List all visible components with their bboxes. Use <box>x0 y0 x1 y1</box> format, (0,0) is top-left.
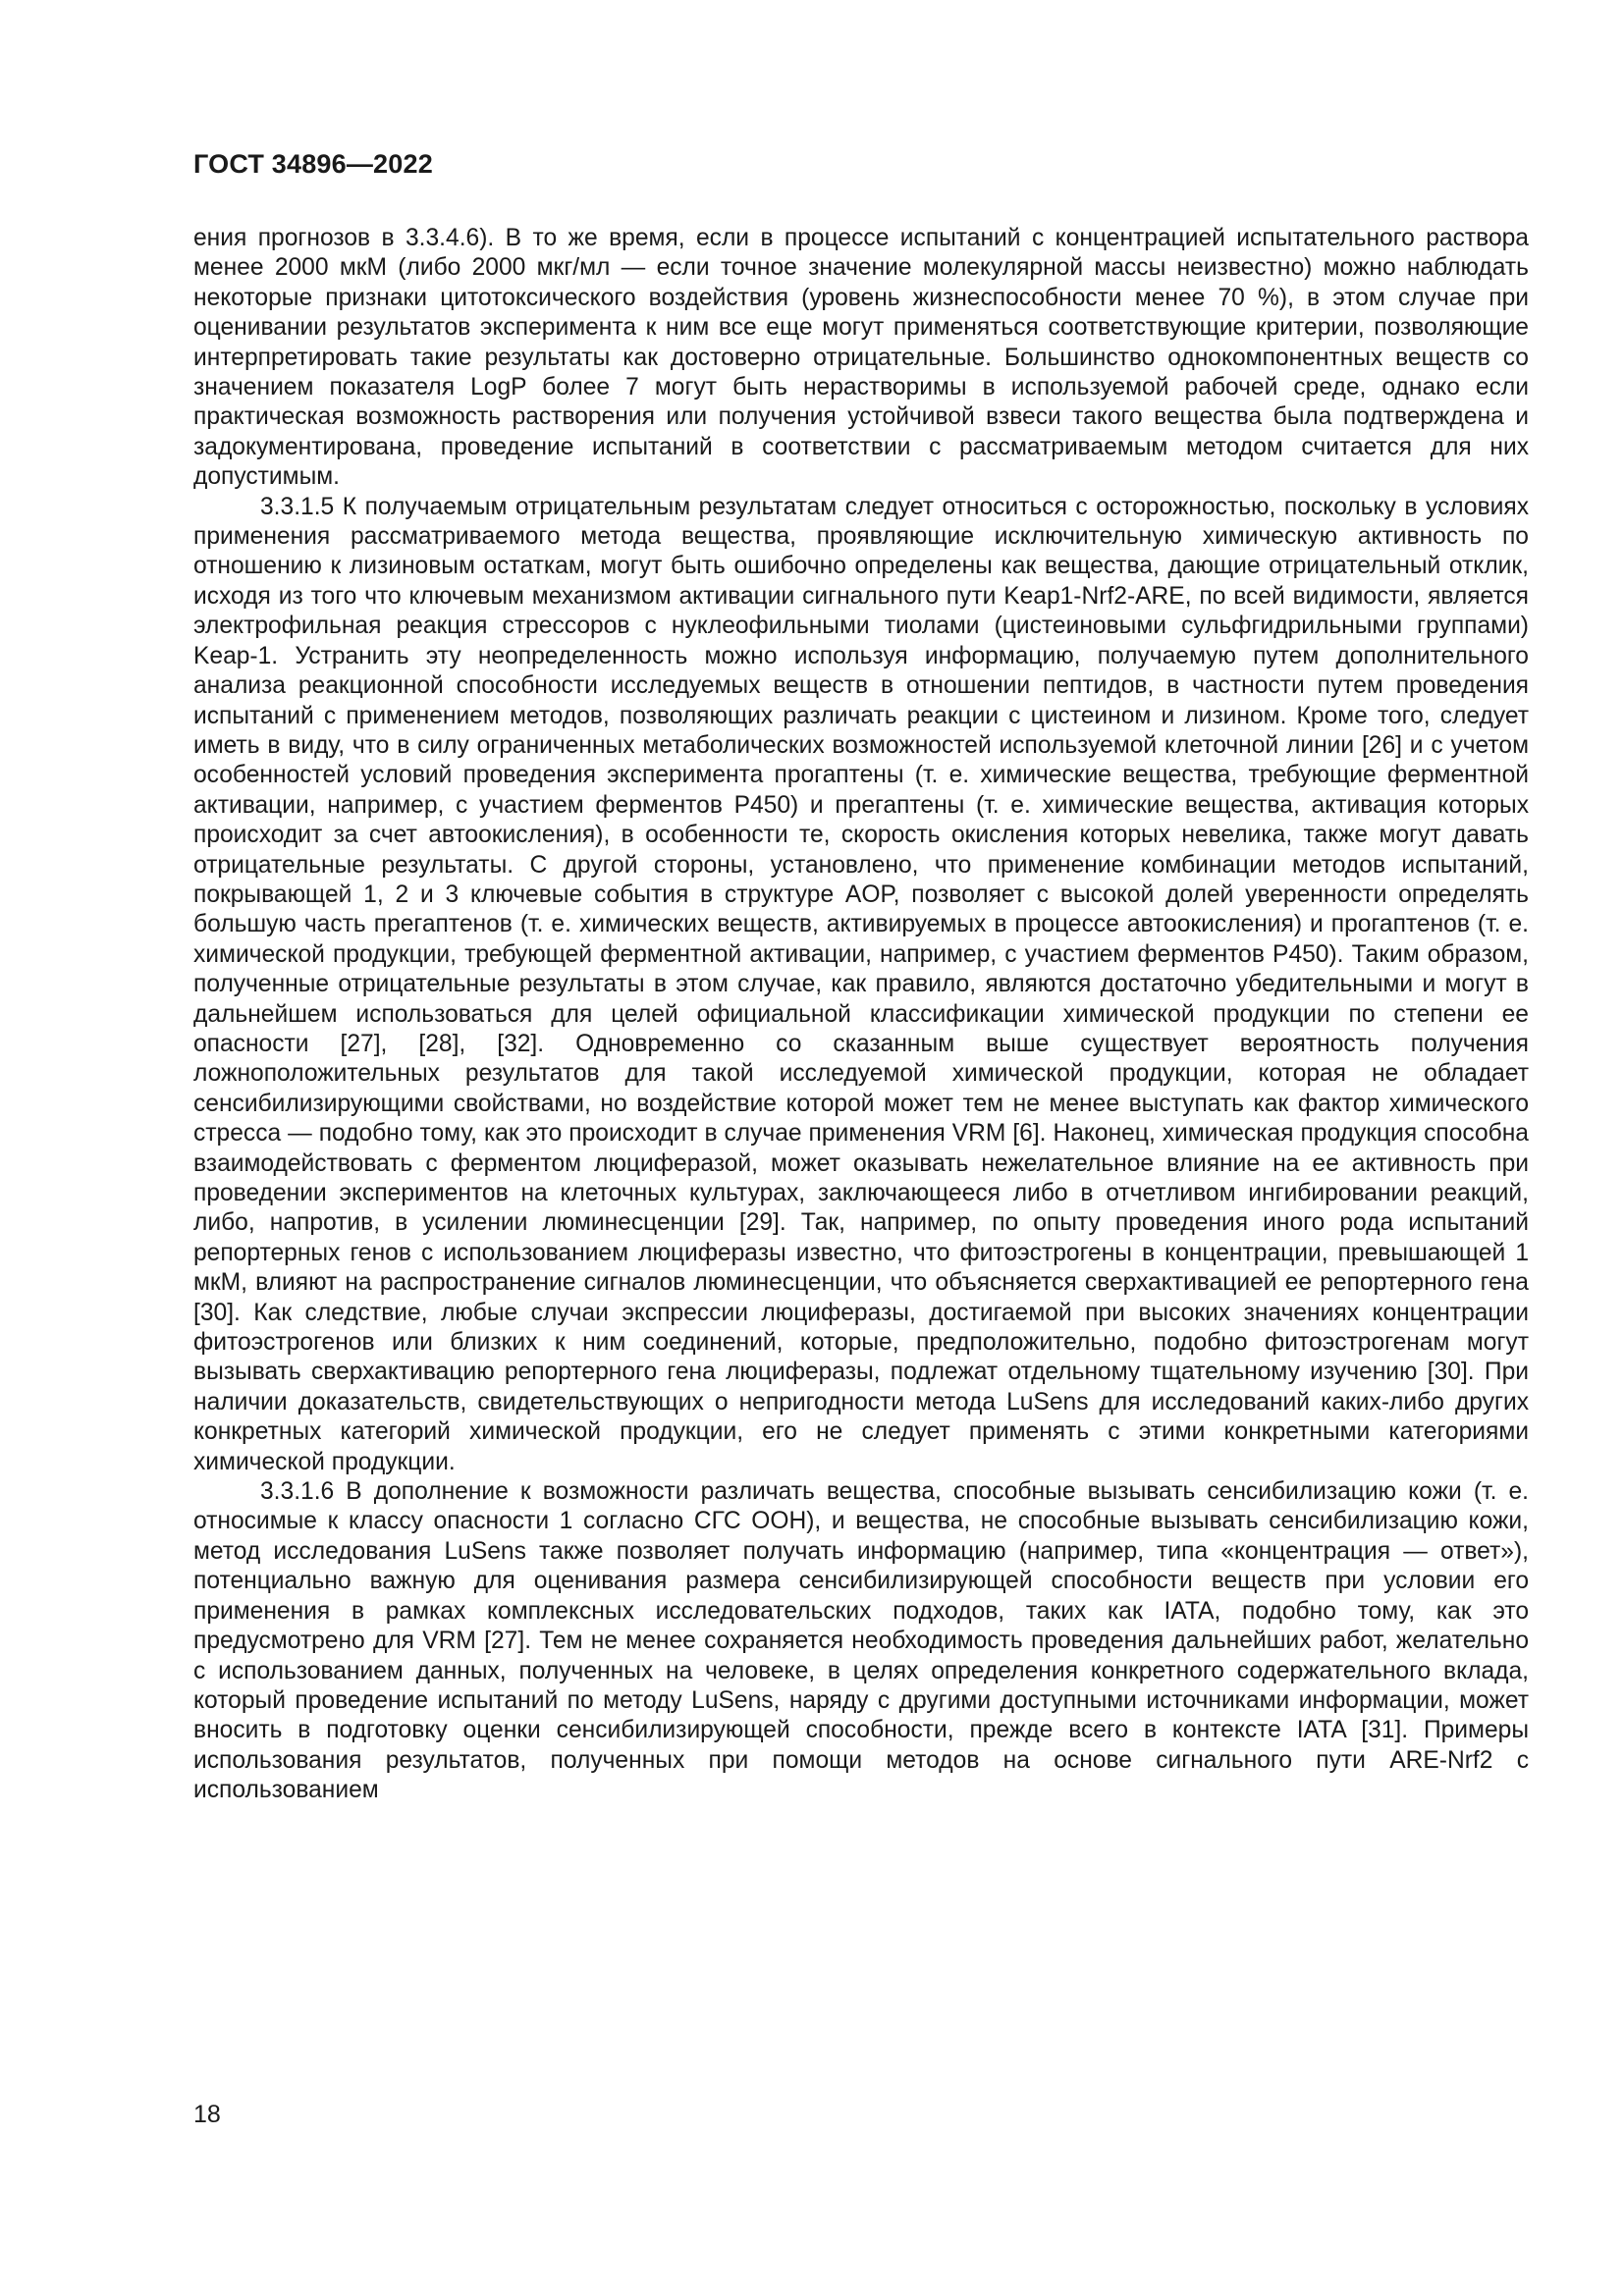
paragraph-3-3-1-6: 3.3.1.6 В дополнение к возможности различать вещества, способные вызывать сенсибилизацию кожи (т. е. относимые к классу опасности 1 согласно СГС ООН), и вещества, не способные вызывать сенсибилизацию кожи, метод исследования LuSens также позволяет получать информацию (например, типа «концентрация — ответ»), потенциально важную для оценивания размера сенсибилизирующей способности веществ при условии его применения в рамках комплексных исследовательских подходов, таких как IATA, подобно тому, как это предусмотрено для VRM [27]. Тем не менее сохраняется необходимость проведения дальнейших работ, желательно с использованием данных, полученных на человеке, в целях определения конкретного содержательного вклада, который проведение испытаний по методу LuSens, наряду с другими доступными источниками информации, может вносить в подготовку оценки сенсибилизирующей способности, прежде всего в контексте IATA [31]. Примеры использования результатов, полученных при помощи методов на основе сигнального пути ARE-Nrf2 с использованием <box>193 1478 1529 1804</box>
document-header: ГОСТ 34896—2022 <box>193 149 433 179</box>
document-body <box>193 224 1529 1806</box>
paragraph-3-3-1-5: 3.3.1.5 К получаемым отрицательным результатам следует относиться с осторожностью, поскольку в условиях применения рассматриваемого метода вещества, проявляющие исключительную химическую активность по отношению к лизиновым остаткам, могут быть ошибочно определены как вещества, дающие отрицательный отклик, исходя из того что ключевым механизмом активации сигнального пути Keap1-Nrf2-ARE, по всей видимости, является электрофильная реакция стрессоров с нуклеофильными тиолами (цистеиновыми сульфгидрильными группами) Keap-1. Устранить эту неопределенность можно используя информацию, получаемую путем дополнительного анализа реакционной способности исследуемых веществ в отношении пептидов, в частности путем проведения испытаний с применением методов, позволяющих различать реакции с цистеином и лизином. Кроме того, следует иметь в виду, что в силу ограниченных метаболических возможностей используемой клеточной линии [26] и с учетом особенностей условий проведения эксперимента прогаптены (т. е. химические вещества, требующие ферментной активации, например, с участием ферментов P450) и прегаптены (т. е. химические вещества, активация которых происходит за счет автоокисления), в особенности те, скорость окисления которых невелика, также могут давать отрицательные результаты. С другой стороны, установлено, что применение комбинации методов испытаний, покрывающей 1, 2 и 3 ключевые события в структуре AOP, позволяет с высокой долей уверенности определять большую часть прегаптенов (т. е. химических веществ, активируемых в процессе автоокисления) и прогаптенов (т. е. химической продукции, требующей ферментной активации, например, с участием ферментов P450). Таким образом, полученные отрицательные результаты в этом случае, как правило, являются достаточно убедительными и могут в дальнейшем использоваться для целей официальной классификации химической продукции по степени ее опасности [27], [28], [32]. Одновременно со сказанным выше существует вероятность получения ложноположительных результатов для такой исследуемой химической продукции, которая не обладает сенсибилизирующими свойствами, но воздействие которой может тем не менее выступать как фактор химического стресса — подобно тому, как это происходит в случае применения VRM [6]. Наконец, химическая продукция способна взаимодействовать с ферментом люциферазой, может оказывать нежелательное влияние на ее активность при проведении экспериментов на клеточных культурах, заключающееся либо в отчетливом ингибировании реакций, либо, напротив, в усилении люминесценции [29]. Так, например, по опыту проведения иного рода испытаний репортерных генов с использованием люциферазы известно, что фитоэстрогены в концентрации, превышающей 1 мкМ, влияют на распространение сигналов люминесценции, что объясняется сверхактивацией ее репортерного гена [30]. Как следствие, любые случаи экспрессии люциферазы, достигаемой при высоких значениях концентрации фитоэстрогенов или близких к ним соединений, которые, предположительно, подобно фитоэстрогенам могут вызывать сверхактивацию репортерного гена люциферазы, подлежат отдельному тщательному изучению [30]. При наличии доказательств, свидетельствующих о непригодности метода LuSens для исследований каких-либо других конкретных категорий химической продукции, его не следует применять с этими конкретными категориями химической продукции. <box>193 493 1529 1475</box>
page-number: 18 <box>193 2101 221 2128</box>
paragraph-continuation: ения прогнозов в 3.3.4.6). В то же время, если в процессе испытаний с концентрацией испытательного раствора менее 2000 мкМ (либо 2000 мкг/мл — если точное значение молекулярной массы неизвестно) можно наблюдать некоторые признаки цитотоксического воздействия (уровень жизнеспособности менее 70 %), в этом случае при оценивании результатов эксперимента к ним все еще могут применяться соответствующие критерии, позволяющие интерпретировать такие результаты как достоверно отрицательные. Большинство однокомпонентных веществ со значением показателя LogP более 7 могут быть нерастворимы в используемой рабочей среде, однако если практическая возможность растворения или получения устойчивой взвеси такого вещества была подтверждена и задокументирована, проведение испытаний в соответствии с рассматриваемым методом считается для них допустимым. <box>193 225 1529 491</box>
